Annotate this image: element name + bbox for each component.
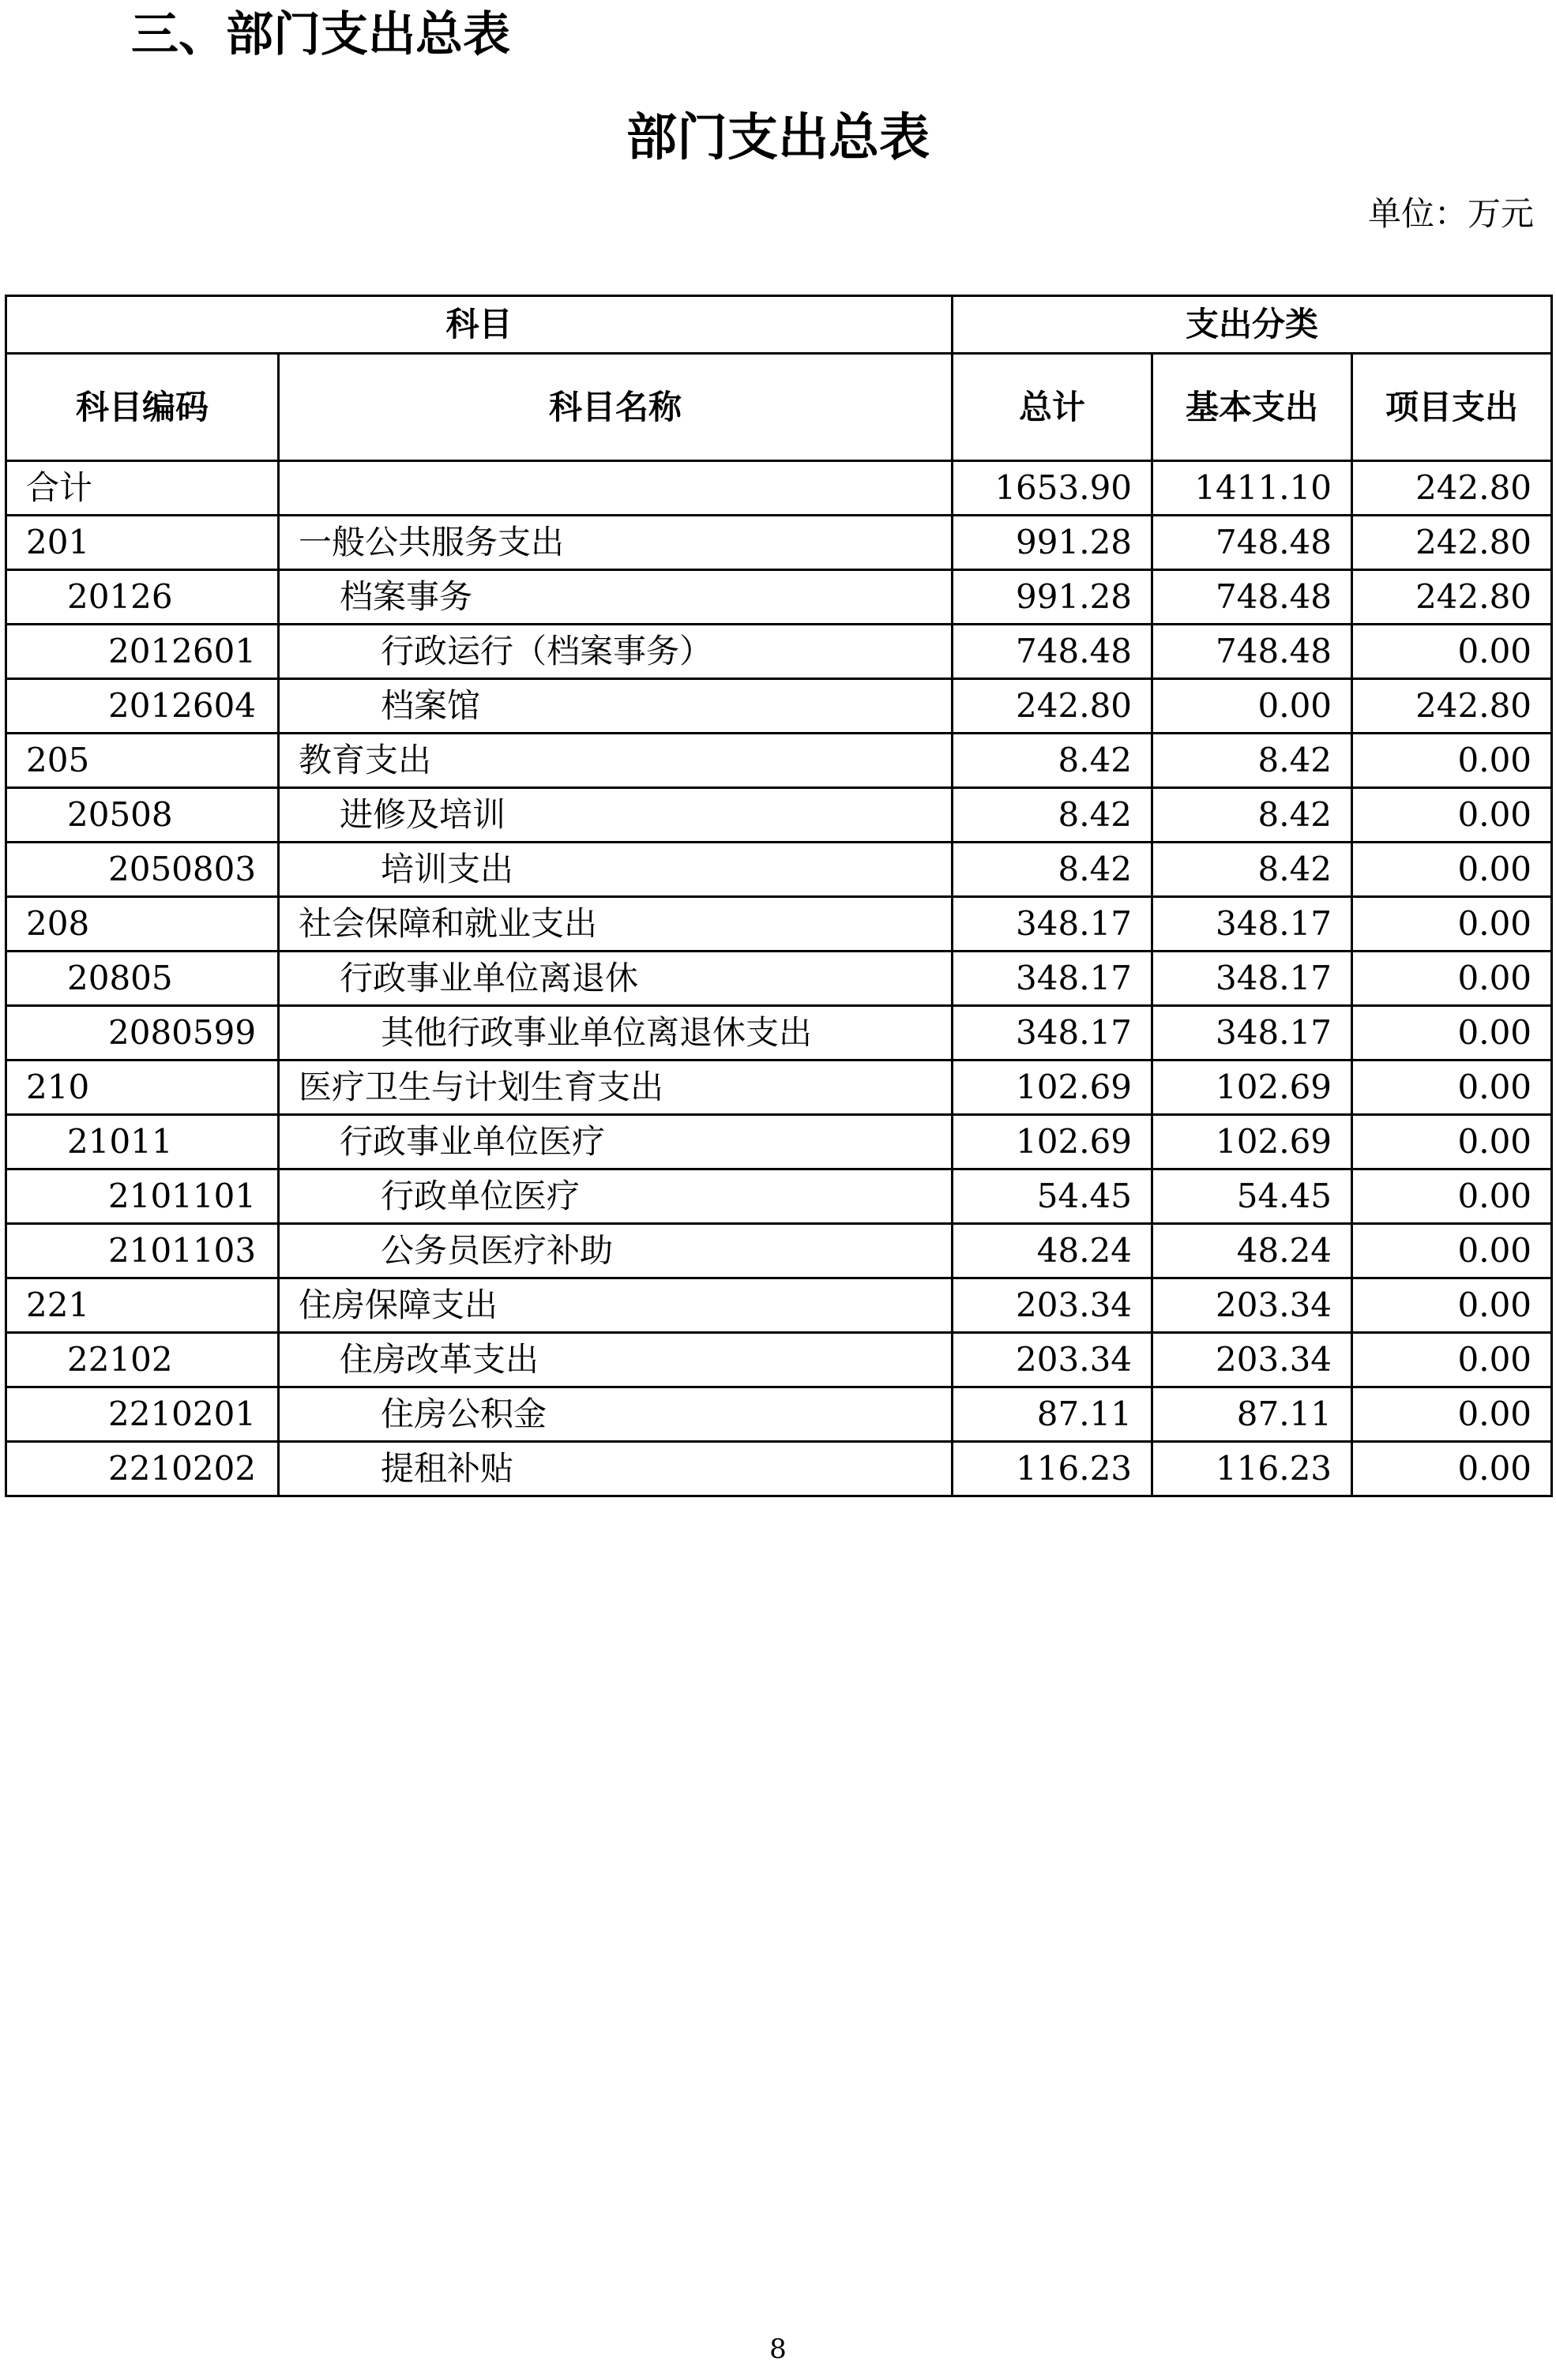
cell-project: 0.00 <box>1352 1169 1552 1224</box>
cell-basic: 48.24 <box>1152 1224 1352 1278</box>
cell-basic: 348.17 <box>1152 897 1352 952</box>
cell-code: 2012601 <box>6 625 279 679</box>
header-category-group: 支出分类 <box>953 296 1552 354</box>
table-row <box>6 1060 1552 1115</box>
cell-total: 116.23 <box>953 1442 1152 1496</box>
cell-project: 0.00 <box>1352 625 1552 679</box>
cell-basic: 54.45 <box>1152 1169 1352 1224</box>
cell-name: 医疗卫生与计划生育支出 <box>279 1060 953 1115</box>
cell-basic: 8.42 <box>1152 788 1352 843</box>
section-heading: 三、部门支出总表 <box>131 7 510 62</box>
cell-name: 行政事业单位医疗 <box>279 1115 953 1169</box>
cell-project: 242.80 <box>1352 516 1552 570</box>
cell-project: 0.00 <box>1352 734 1552 788</box>
cell-name: 行政事业单位离退休 <box>279 952 953 1006</box>
cell-total: 54.45 <box>953 1169 1152 1224</box>
cell-code: 21011 <box>6 1115 279 1169</box>
cell-name: 档案馆 <box>279 679 953 734</box>
cell-total: 991.28 <box>953 570 1152 625</box>
cell-code: 2101103 <box>6 1224 279 1278</box>
cell-project: 0.00 <box>1352 897 1552 952</box>
cell-name: 社会保障和就业支出 <box>279 897 953 952</box>
cell-total: 87.11 <box>953 1387 1152 1442</box>
header-name: 科目名称 <box>279 354 953 461</box>
table-row <box>6 1115 1552 1169</box>
cell-name: 档案事务 <box>279 570 953 625</box>
cell-project: 0.00 <box>1352 1006 1552 1060</box>
cell-total: 1653.90 <box>953 461 1152 516</box>
cell-project: 0.00 <box>1352 1224 1552 1278</box>
table-row <box>6 1006 1552 1060</box>
cell-name <box>279 461 953 516</box>
header-basic: 基本支出 <box>1152 354 1352 461</box>
cell-total: 348.17 <box>953 952 1152 1006</box>
table-row <box>6 1333 1552 1387</box>
cell-name: 行政运行（档案事务） <box>279 625 953 679</box>
cell-basic: 748.48 <box>1152 516 1352 570</box>
cell-basic: 203.34 <box>1152 1333 1352 1387</box>
cell-total: 8.42 <box>953 843 1152 897</box>
page-number: 8 <box>769 2333 787 2365</box>
cell-basic: 1411.10 <box>1152 461 1352 516</box>
cell-project: 242.80 <box>1352 461 1552 516</box>
header-total: 总计 <box>953 354 1152 461</box>
table-row <box>6 679 1552 734</box>
cell-basic: 748.48 <box>1152 570 1352 625</box>
cell-code: 210 <box>6 1060 279 1115</box>
cell-code: 2050803 <box>6 843 279 897</box>
cell-total: 8.42 <box>953 734 1152 788</box>
cell-project: 242.80 <box>1352 570 1552 625</box>
table-row <box>6 1278 1552 1333</box>
cell-total: 748.48 <box>953 625 1152 679</box>
cell-total: 348.17 <box>953 897 1152 952</box>
cell-code: 2210202 <box>6 1442 279 1496</box>
cell-code: 2210201 <box>6 1387 279 1442</box>
header-row-group <box>6 296 1552 354</box>
cell-basic: 8.42 <box>1152 843 1352 897</box>
cell-basic: 87.11 <box>1152 1387 1352 1442</box>
expenditure-table <box>5 295 1553 1497</box>
cell-code: 205 <box>6 734 279 788</box>
table-row <box>6 570 1552 625</box>
cell-code: 2012604 <box>6 679 279 734</box>
unit-label: 单位：万元 <box>1367 194 1534 233</box>
cell-total: 102.69 <box>953 1060 1152 1115</box>
header-project: 项目支出 <box>1352 354 1552 461</box>
cell-name: 一般公共服务支出 <box>279 516 953 570</box>
table-row <box>6 516 1552 570</box>
cell-code: 22102 <box>6 1333 279 1387</box>
cell-basic: 748.48 <box>1152 625 1352 679</box>
cell-name: 住房公积金 <box>279 1387 953 1442</box>
cell-code: 201 <box>6 516 279 570</box>
table-row <box>6 952 1552 1006</box>
table-row <box>6 1442 1552 1496</box>
cell-project: 0.00 <box>1352 1115 1552 1169</box>
cell-code: 20508 <box>6 788 279 843</box>
cell-project: 0.00 <box>1352 788 1552 843</box>
header-subject-group: 科目 <box>6 296 953 354</box>
table-row <box>6 734 1552 788</box>
cell-total: 8.42 <box>953 788 1152 843</box>
cell-code: 20126 <box>6 570 279 625</box>
cell-basic: 348.17 <box>1152 1006 1352 1060</box>
cell-code: 208 <box>6 897 279 952</box>
header-code: 科目编码 <box>6 354 279 461</box>
cell-total: 203.34 <box>953 1333 1152 1387</box>
cell-name: 教育支出 <box>279 734 953 788</box>
cell-total: 48.24 <box>953 1224 1152 1278</box>
cell-project: 0.00 <box>1352 843 1552 897</box>
cell-total: 348.17 <box>953 1006 1152 1060</box>
table-body <box>6 296 1552 1496</box>
cell-name: 其他行政事业单位离退休支出 <box>279 1006 953 1060</box>
table-row <box>6 625 1552 679</box>
table-row <box>6 1169 1552 1224</box>
cell-basic: 203.34 <box>1152 1278 1352 1333</box>
cell-basic: 102.69 <box>1152 1115 1352 1169</box>
table-row <box>6 788 1552 843</box>
cell-code: 2101101 <box>6 1169 279 1224</box>
table-row <box>6 461 1552 516</box>
cell-project: 0.00 <box>1352 1060 1552 1115</box>
cell-basic: 8.42 <box>1152 734 1352 788</box>
header-row-columns <box>6 354 1552 461</box>
cell-project: 0.00 <box>1352 1333 1552 1387</box>
cell-basic: 116.23 <box>1152 1442 1352 1496</box>
cell-name: 进修及培训 <box>279 788 953 843</box>
cell-basic: 0.00 <box>1152 679 1352 734</box>
cell-name: 住房改革支出 <box>279 1333 953 1387</box>
table-row <box>6 897 1552 952</box>
cell-code: 合计 <box>6 461 279 516</box>
cell-name: 住房保障支出 <box>279 1278 953 1333</box>
cell-code: 221 <box>6 1278 279 1333</box>
cell-basic: 102.69 <box>1152 1060 1352 1115</box>
cell-name: 提租补贴 <box>279 1442 953 1496</box>
cell-total: 242.80 <box>953 679 1152 734</box>
cell-project: 0.00 <box>1352 1442 1552 1496</box>
cell-name: 培训支出 <box>279 843 953 897</box>
cell-basic: 348.17 <box>1152 952 1352 1006</box>
cell-code: 2080599 <box>6 1006 279 1060</box>
cell-project: 0.00 <box>1352 1387 1552 1442</box>
cell-project: 0.00 <box>1352 1278 1552 1333</box>
cell-code: 20805 <box>6 952 279 1006</box>
cell-project: 242.80 <box>1352 679 1552 734</box>
cell-total: 203.34 <box>953 1278 1152 1333</box>
table-row <box>6 1387 1552 1442</box>
cell-name: 行政单位医疗 <box>279 1169 953 1224</box>
cell-total: 991.28 <box>953 516 1152 570</box>
cell-total: 102.69 <box>953 1115 1152 1169</box>
cell-name: 公务员医疗补助 <box>279 1224 953 1278</box>
table-row <box>6 1224 1552 1278</box>
cell-project: 0.00 <box>1352 952 1552 1006</box>
table-row <box>6 843 1552 897</box>
table-title: 部门支出总表 <box>626 109 930 167</box>
